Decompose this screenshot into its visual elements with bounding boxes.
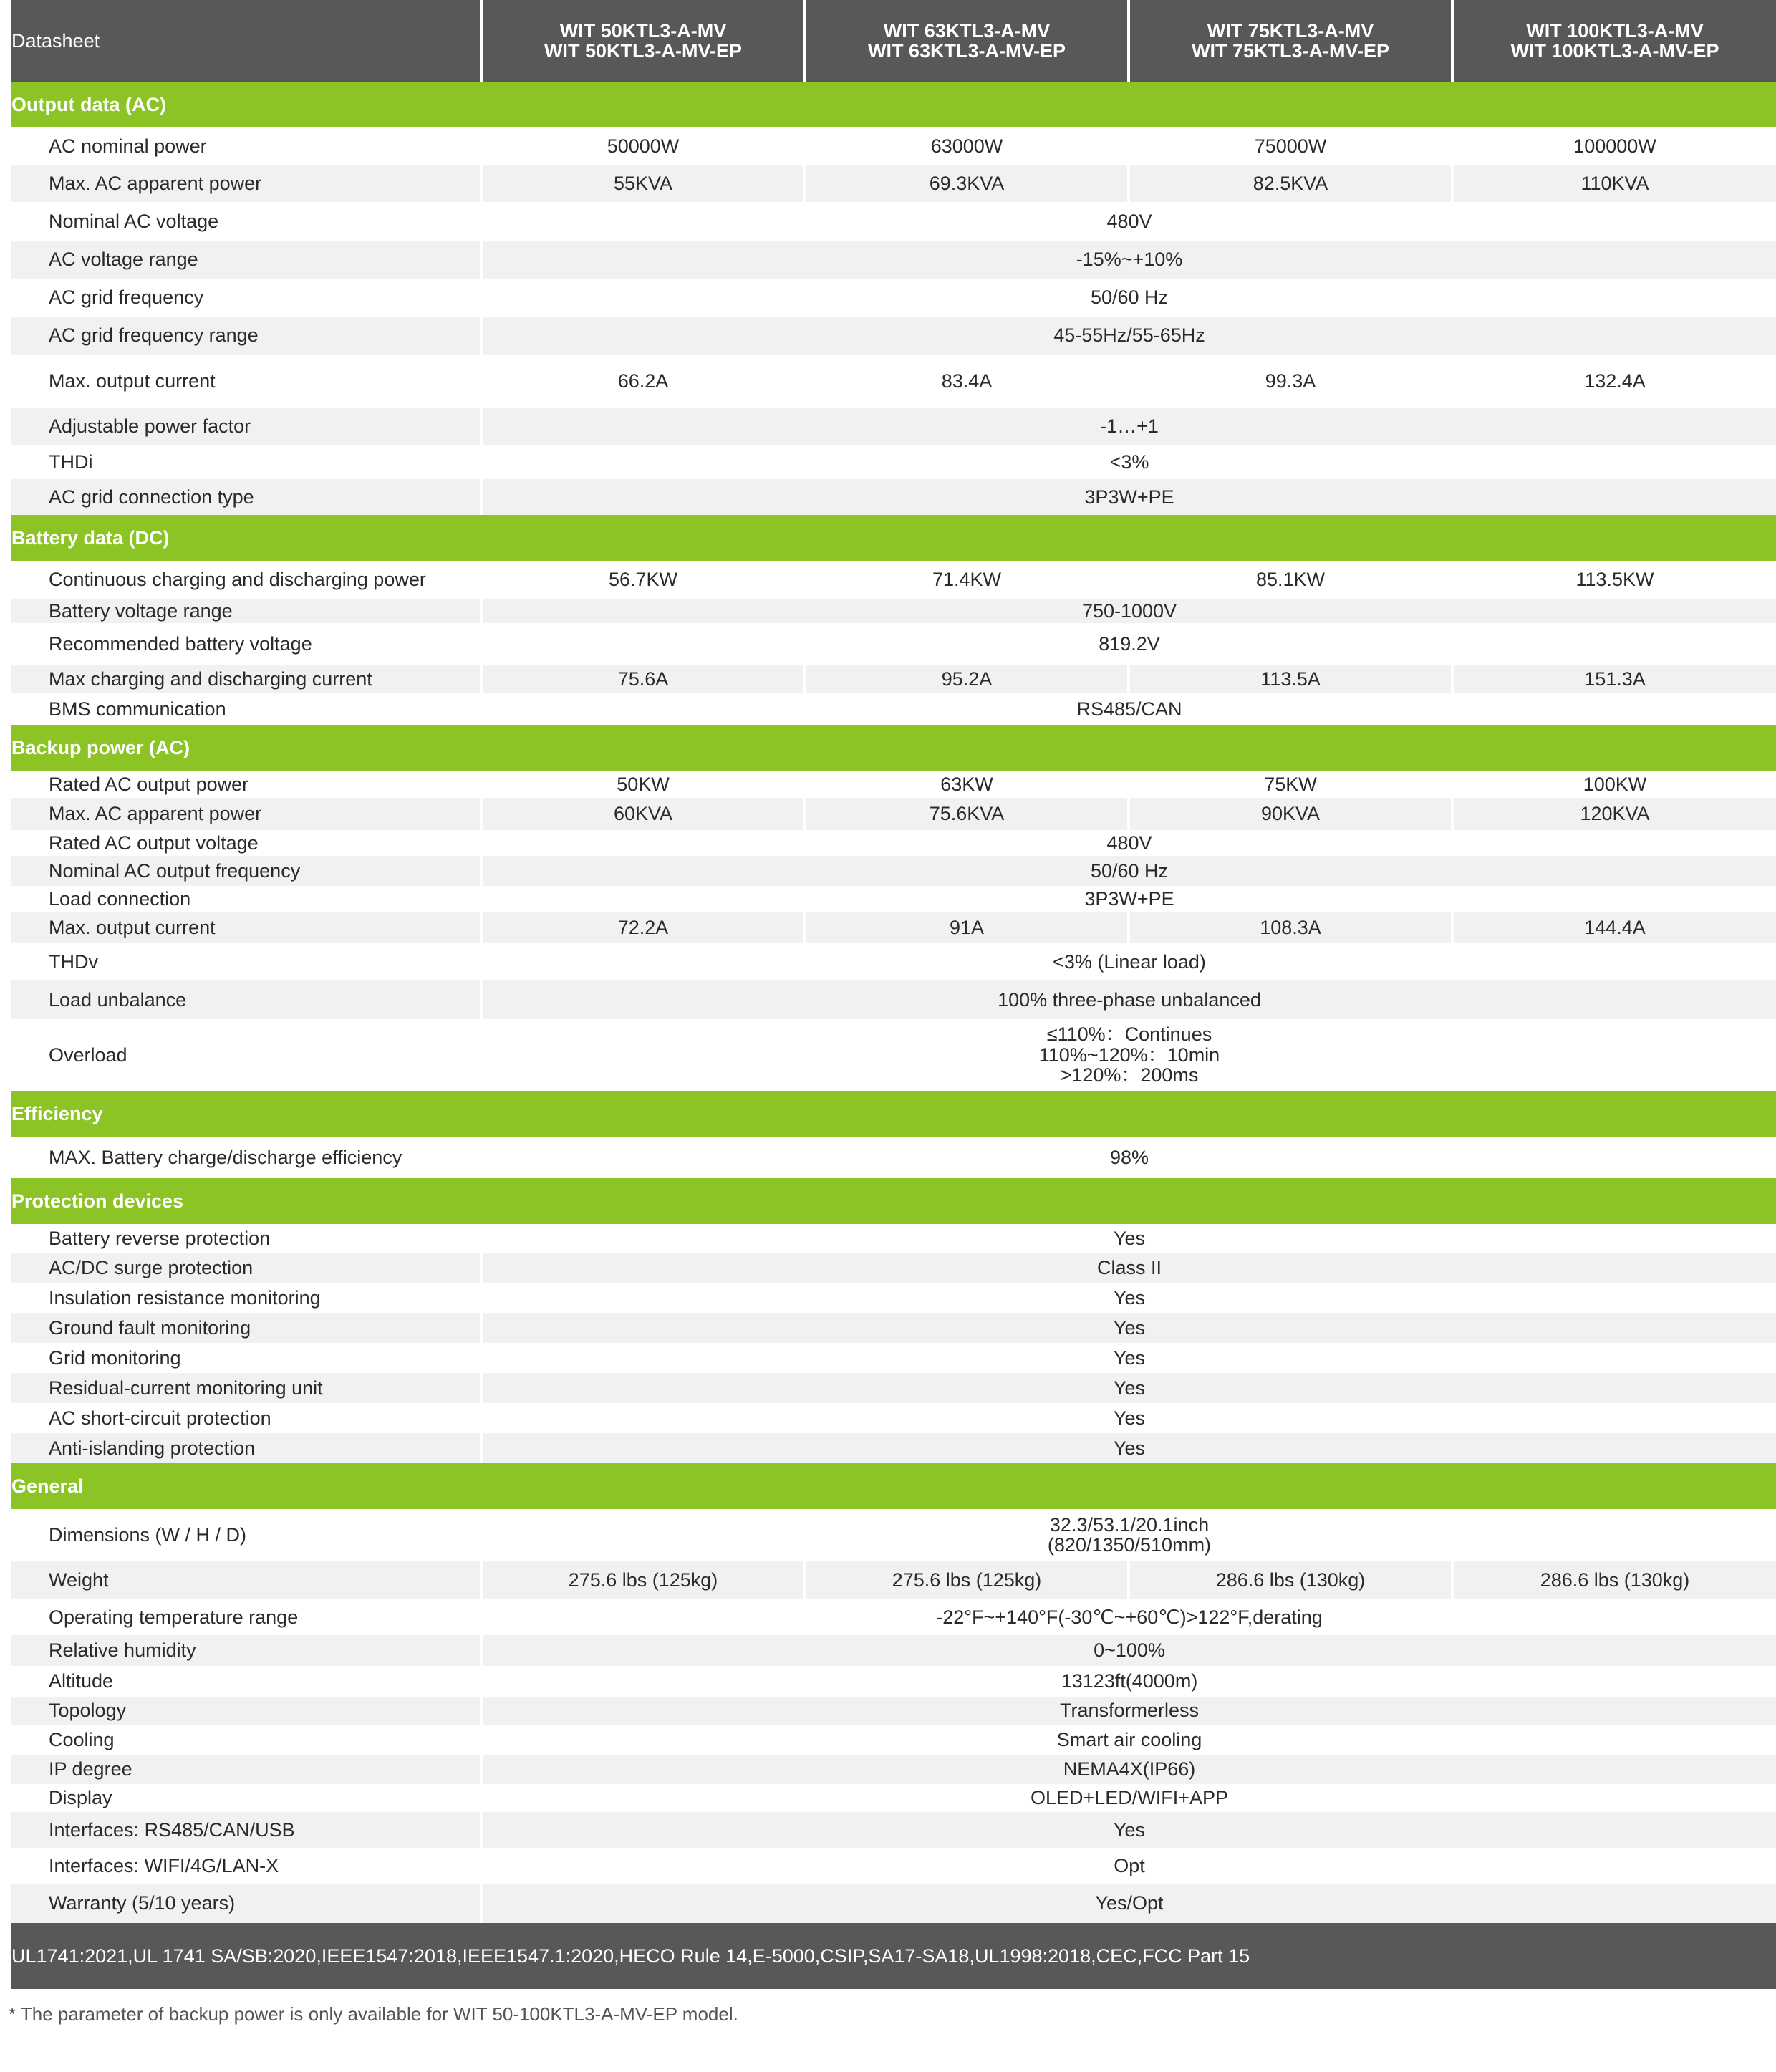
spec-row bbox=[11, 279, 1776, 317]
spec-value: 75.6KVA bbox=[805, 798, 1129, 830]
spec-label: IP degree bbox=[11, 1755, 481, 1784]
spec-value: 95.2A bbox=[805, 665, 1129, 693]
spec-row bbox=[11, 1884, 1776, 1923]
spec-row bbox=[11, 1697, 1776, 1725]
section-header bbox=[11, 82, 1776, 127]
datasheet-table bbox=[11, 0, 1776, 1989]
spec-row bbox=[11, 1848, 1776, 1884]
spec-row bbox=[11, 599, 1776, 623]
spec-label: Nominal AC voltage bbox=[11, 202, 481, 241]
spec-row bbox=[11, 1666, 1776, 1697]
spec-row bbox=[11, 1019, 1776, 1091]
spec-value: 83.4A bbox=[805, 355, 1129, 408]
spec-label: MAX. Battery charge/discharge efficiency bbox=[11, 1137, 481, 1178]
spec-value: 3P3W+PE bbox=[481, 886, 1776, 912]
spec-row bbox=[11, 445, 1776, 479]
spec-label: Rated AC output power bbox=[11, 771, 481, 798]
spec-row bbox=[11, 1373, 1776, 1403]
spec-value bbox=[481, 1019, 1776, 1091]
spec-value: -22°F~+140°F(-30℃~+60℃)>122°F,derating bbox=[481, 1599, 1776, 1635]
spec-label: Max charging and discharging current bbox=[11, 665, 481, 693]
spec-value: 3P3W+PE bbox=[481, 479, 1776, 515]
spec-value: 120KVA bbox=[1452, 798, 1776, 830]
spec-value: 110KVA bbox=[1452, 165, 1776, 202]
model-name: WIT 100KTL3-A-MV bbox=[1526, 19, 1704, 42]
spec-value: 113.5KW bbox=[1452, 561, 1776, 599]
model-header bbox=[1129, 0, 1452, 82]
section-title: Output data (AC) bbox=[11, 82, 1776, 127]
model-header bbox=[481, 0, 805, 82]
spec-value: OLED+LED/WIFI+APP bbox=[481, 1784, 1776, 1812]
spec-row bbox=[11, 127, 1776, 165]
spec-row bbox=[11, 202, 1776, 241]
spec-row bbox=[11, 561, 1776, 599]
spec-value-line: 32.3/53.1/20.1inch bbox=[1049, 1513, 1210, 1536]
spec-value: 50/60 Hz bbox=[481, 856, 1776, 886]
spec-value: Yes bbox=[481, 1373, 1776, 1403]
spec-label: AC grid connection type bbox=[11, 479, 481, 515]
spec-value: 819.2V bbox=[481, 623, 1776, 665]
spec-value: 82.5KVA bbox=[1129, 165, 1452, 202]
spec-row bbox=[11, 1755, 1776, 1784]
spec-row bbox=[11, 165, 1776, 202]
spec-value-line: (820/1350/510mm) bbox=[1047, 1534, 1212, 1556]
spec-row bbox=[11, 798, 1776, 830]
spec-value: 113.5A bbox=[1129, 665, 1452, 693]
spec-row bbox=[11, 1224, 1776, 1253]
spec-label: AC grid frequency range bbox=[11, 317, 481, 355]
spec-value-line: >120%：200ms bbox=[1060, 1064, 1199, 1086]
spec-value: 750-1000V bbox=[481, 599, 1776, 623]
certifications-bar bbox=[11, 1923, 1776, 1989]
spec-value: Yes bbox=[481, 1403, 1776, 1433]
spec-row bbox=[11, 1725, 1776, 1755]
section-title: Protection devices bbox=[11, 1178, 1776, 1224]
spec-value: 132.4A bbox=[1452, 355, 1776, 408]
model-name: WIT 75KTL3-A-MV-EP bbox=[1191, 40, 1389, 62]
spec-value: 98% bbox=[481, 1137, 1776, 1178]
spec-label: Residual-current monitoring unit bbox=[11, 1373, 481, 1403]
spec-label: AC/DC surge protection bbox=[11, 1253, 481, 1283]
model-name: WIT 50KTL3-A-MV bbox=[559, 19, 727, 42]
spec-value: RS485/CAN bbox=[481, 693, 1776, 725]
spec-row bbox=[11, 943, 1776, 980]
model-name: WIT 75KTL3-A-MV bbox=[1207, 19, 1374, 42]
spec-row bbox=[11, 1313, 1776, 1343]
model-name: WIT 63KTL3-A-MV bbox=[883, 19, 1051, 42]
spec-row bbox=[11, 1561, 1776, 1599]
spec-row bbox=[11, 1343, 1776, 1373]
spec-row bbox=[11, 623, 1776, 665]
spec-row bbox=[11, 1137, 1776, 1178]
section-header bbox=[11, 1463, 1776, 1509]
spec-label: Max. AC apparent power bbox=[11, 798, 481, 830]
spec-row bbox=[11, 980, 1776, 1019]
model-header bbox=[1452, 0, 1776, 82]
spec-label: Altitude bbox=[11, 1666, 481, 1697]
spec-value: 13123ft(4000m) bbox=[481, 1666, 1776, 1697]
spec-label: Load connection bbox=[11, 886, 481, 912]
spec-value: 144.4A bbox=[1452, 912, 1776, 943]
model-name: WIT 50KTL3-A-MV-EP bbox=[544, 40, 742, 62]
spec-label: Display bbox=[11, 1784, 481, 1812]
spec-value: Yes bbox=[481, 1313, 1776, 1343]
spec-label: Interfaces: WIFI/4G/LAN-X bbox=[11, 1848, 481, 1884]
spec-value: 55KVA bbox=[481, 165, 805, 202]
spec-row bbox=[11, 408, 1776, 445]
spec-value: -1…+1 bbox=[481, 408, 1776, 445]
spec-row bbox=[11, 1812, 1776, 1848]
spec-value: 275.6 lbs (125kg) bbox=[805, 1561, 1129, 1599]
spec-value: 50000W bbox=[481, 127, 805, 165]
datasheet-body bbox=[11, 0, 1776, 1989]
spec-label: Battery reverse protection bbox=[11, 1224, 481, 1253]
spec-label: Adjustable power factor bbox=[11, 408, 481, 445]
section-header bbox=[11, 725, 1776, 771]
spec-value: 50KW bbox=[481, 771, 805, 798]
spec-value: 71.4KW bbox=[805, 561, 1129, 599]
spec-label: Operating temperature range bbox=[11, 1599, 481, 1635]
spec-row bbox=[11, 1635, 1776, 1666]
spec-label: Ground fault monitoring bbox=[11, 1313, 481, 1343]
section-header bbox=[11, 1178, 1776, 1224]
spec-value: Transformerless bbox=[481, 1697, 1776, 1725]
spec-label: Battery voltage range bbox=[11, 599, 481, 623]
spec-label: Grid monitoring bbox=[11, 1343, 481, 1373]
spec-row bbox=[11, 665, 1776, 693]
spec-value: 99.3A bbox=[1129, 355, 1452, 408]
spec-row bbox=[11, 1253, 1776, 1283]
spec-row bbox=[11, 241, 1776, 279]
spec-label: Insulation resistance monitoring bbox=[11, 1283, 481, 1313]
footnote: * The parameter of backup power is only available for WIT 50-100KTL3-A-MV-EP model. bbox=[9, 2003, 738, 2025]
spec-label: Continuous charging and discharging power bbox=[11, 561, 481, 599]
spec-value: 0~100% bbox=[481, 1635, 1776, 1666]
spec-label: Rated AC output voltage bbox=[11, 830, 481, 856]
spec-value: Smart air cooling bbox=[481, 1725, 1776, 1755]
spec-value: 100000W bbox=[1452, 127, 1776, 165]
spec-value: 286.6 lbs (130kg) bbox=[1452, 1561, 1776, 1599]
spec-value bbox=[481, 1509, 1776, 1561]
spec-value: 63KW bbox=[805, 771, 1129, 798]
spec-row bbox=[11, 912, 1776, 943]
spec-row bbox=[11, 886, 1776, 912]
spec-value: 75000W bbox=[1129, 127, 1452, 165]
spec-value: 90KVA bbox=[1129, 798, 1452, 830]
spec-value: -15%~+10% bbox=[481, 241, 1776, 279]
spec-row bbox=[11, 1509, 1776, 1561]
section-title: Efficiency bbox=[11, 1091, 1776, 1137]
spec-label: THDi bbox=[11, 445, 481, 479]
spec-row bbox=[11, 771, 1776, 798]
spec-row bbox=[11, 693, 1776, 725]
spec-value: 50/60 Hz bbox=[481, 279, 1776, 317]
spec-row bbox=[11, 1433, 1776, 1463]
spec-value: Yes/Opt bbox=[481, 1884, 1776, 1923]
spec-value: Class II bbox=[481, 1253, 1776, 1283]
spec-row bbox=[11, 355, 1776, 408]
spec-value: Yes bbox=[481, 1343, 1776, 1373]
spec-value: 108.3A bbox=[1129, 912, 1452, 943]
spec-value: 286.6 lbs (130kg) bbox=[1129, 1561, 1452, 1599]
spec-value: 75KW bbox=[1129, 771, 1452, 798]
spec-label: Dimensions (W / H / D) bbox=[11, 1509, 481, 1561]
spec-label: BMS communication bbox=[11, 693, 481, 725]
spec-label: Load unbalance bbox=[11, 980, 481, 1019]
section-title: Backup power (AC) bbox=[11, 725, 1776, 771]
spec-value: 480V bbox=[481, 830, 1776, 856]
section-header bbox=[11, 1091, 1776, 1137]
spec-value: 85.1KW bbox=[1129, 561, 1452, 599]
spec-row bbox=[11, 1784, 1776, 1812]
model-header bbox=[805, 0, 1129, 82]
spec-label: Relative humidity bbox=[11, 1635, 481, 1666]
spec-label: AC voltage range bbox=[11, 241, 481, 279]
spec-value: <3% (Linear load) bbox=[481, 943, 1776, 980]
section-title: General bbox=[11, 1463, 1776, 1509]
model-name: WIT 63KTL3-A-MV-EP bbox=[867, 40, 1066, 62]
spec-label: Overload bbox=[11, 1019, 481, 1091]
spec-value: 56.7KW bbox=[481, 561, 805, 599]
section-title: Battery data (DC) bbox=[11, 515, 1776, 561]
spec-label: Anti-islanding protection bbox=[11, 1433, 481, 1463]
spec-value: 275.6 lbs (125kg) bbox=[481, 1561, 805, 1599]
section-header bbox=[11, 515, 1776, 561]
spec-value: 91A bbox=[805, 912, 1129, 943]
spec-label: Nominal AC output frequency bbox=[11, 856, 481, 886]
spec-label: Recommended battery voltage bbox=[11, 623, 481, 665]
spec-row bbox=[11, 479, 1776, 515]
spec-label: Max. AC apparent power bbox=[11, 165, 481, 202]
spec-value: Yes bbox=[481, 1433, 1776, 1463]
spec-row bbox=[11, 1403, 1776, 1433]
spec-row bbox=[11, 830, 1776, 856]
spec-row bbox=[11, 1283, 1776, 1313]
page-title: Datasheet bbox=[11, 0, 481, 82]
spec-label: Max. output current bbox=[11, 355, 481, 408]
spec-label: Cooling bbox=[11, 1725, 481, 1755]
spec-row bbox=[11, 317, 1776, 355]
spec-value: Yes bbox=[481, 1283, 1776, 1313]
spec-label: Topology bbox=[11, 1697, 481, 1725]
spec-label: AC short-circuit protection bbox=[11, 1403, 481, 1433]
spec-value: 480V bbox=[481, 202, 1776, 241]
spec-value: 66.2A bbox=[481, 355, 805, 408]
spec-value: Yes bbox=[481, 1812, 1776, 1848]
spec-label: Weight bbox=[11, 1561, 481, 1599]
spec-value: Opt bbox=[481, 1848, 1776, 1884]
spec-value: 72.2A bbox=[481, 912, 805, 943]
spec-label: Max. output current bbox=[11, 912, 481, 943]
spec-value: 60KVA bbox=[481, 798, 805, 830]
spec-value-line: 110%~120%：10min bbox=[1038, 1044, 1220, 1066]
spec-value: NEMA4X(IP66) bbox=[481, 1755, 1776, 1784]
spec-label: Interfaces: RS485/CAN/USB bbox=[11, 1812, 481, 1848]
spec-value: 100KW bbox=[1452, 771, 1776, 798]
spec-value: 151.3A bbox=[1452, 665, 1776, 693]
spec-label: AC grid frequency bbox=[11, 279, 481, 317]
spec-value: <3% bbox=[481, 445, 1776, 479]
certifications-text: UL1741:2021,UL 1741 SA/SB:2020,IEEE1547:2018,IEEE1547.1:2020,HECO Rule 14,E-5000,CSIP,SA17-SA18,UL1998:2018,CEC,FCC Part 15 bbox=[11, 1923, 1776, 1989]
spec-value: 45-55Hz/55-65Hz bbox=[481, 317, 1776, 355]
spec-label: Warranty (5/10 years) bbox=[11, 1884, 481, 1923]
spec-label: AC nominal power bbox=[11, 127, 481, 165]
spec-value: 63000W bbox=[805, 127, 1129, 165]
spec-value: Yes bbox=[481, 1224, 1776, 1253]
spec-value: 75.6A bbox=[481, 665, 805, 693]
spec-value: 100% three-phase unbalanced bbox=[481, 980, 1776, 1019]
spec-row bbox=[11, 1599, 1776, 1635]
spec-row bbox=[11, 856, 1776, 886]
spec-value: 69.3KVA bbox=[805, 165, 1129, 202]
model-name: WIT 100KTL3-A-MV-EP bbox=[1510, 40, 1719, 62]
header-row bbox=[11, 0, 1776, 82]
spec-value-line: ≤110%：Continues bbox=[1046, 1023, 1212, 1046]
spec-label: THDv bbox=[11, 943, 481, 980]
